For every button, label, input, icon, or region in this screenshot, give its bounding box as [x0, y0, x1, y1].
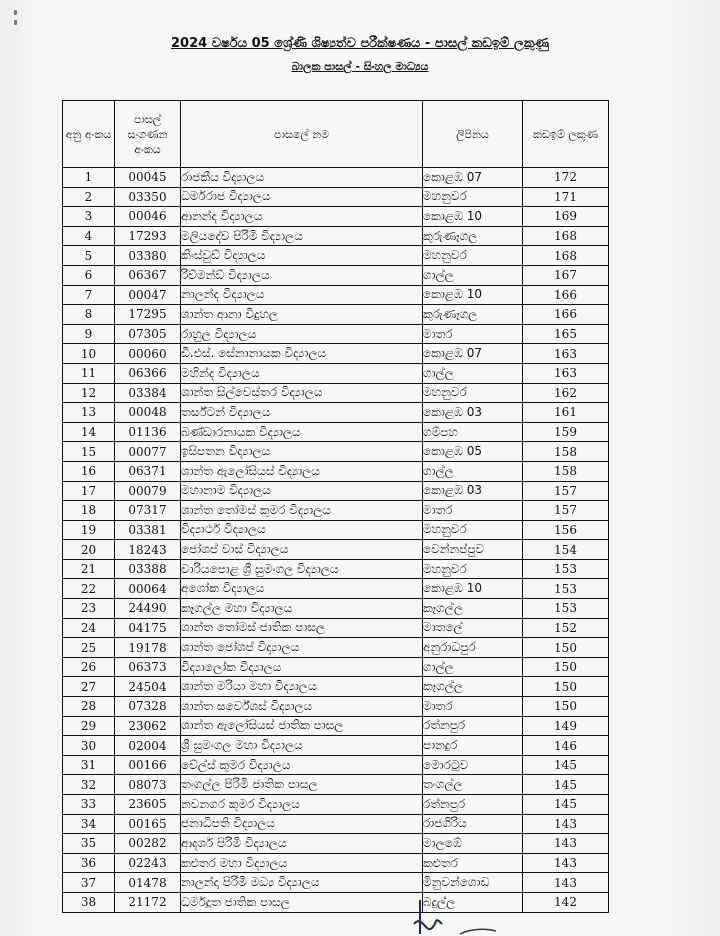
margin-mark — [458, 925, 498, 936]
school-code: 00079 — [115, 481, 181, 501]
cutoff-mark: 149 — [523, 716, 609, 736]
row-number: 14 — [63, 422, 115, 442]
row-number: 3 — [63, 207, 115, 227]
school-code: 00282 — [115, 834, 181, 854]
table-row — [63, 344, 609, 364]
school-code: 07305 — [115, 324, 181, 344]
school-code: 04175 — [115, 618, 181, 638]
column-header-no: අනු අංකය — [63, 101, 115, 168]
school-address: කොළඹ 07 — [423, 344, 523, 364]
table-row — [63, 363, 609, 383]
school-address: කළුතර — [423, 853, 523, 873]
school-name: ධර්මරාජ විද්‍යාලය — [181, 187, 423, 207]
row-number: 21 — [63, 559, 115, 579]
school-address: රාජගිරිය — [423, 814, 523, 834]
row-number: 32 — [63, 775, 115, 795]
table-row — [63, 873, 609, 893]
table-row — [63, 324, 609, 344]
school-address: වෙන්නප්පුව — [423, 540, 523, 560]
school-address: මාතර — [423, 324, 523, 344]
column-header-code: පාසල් සංගණන අංකය — [115, 101, 181, 168]
school-address: බදුල්ල — [423, 892, 523, 912]
school-name: වේල්ස් කුමර විද්‍යාලය — [181, 755, 423, 775]
school-name: මහානාම විද්‍යාලය — [181, 481, 423, 501]
table-row — [63, 285, 609, 305]
cutoff-mark: 143 — [523, 873, 609, 893]
table-row — [63, 716, 609, 736]
school-address: මහනුවර — [423, 559, 523, 579]
school-address: ගාල්ල — [423, 461, 523, 481]
cutoff-mark: 142 — [523, 892, 609, 912]
school-name: අශෝක විද්‍යාලය — [181, 579, 423, 599]
school-name: ඉසිපතන විද්‍යාලය — [181, 442, 423, 462]
school-address: කොළඹ 03 — [423, 403, 523, 423]
school-code: 23062 — [115, 716, 181, 736]
school-address: මහනුවර — [423, 383, 523, 403]
school-code: 03388 — [115, 559, 181, 579]
row-number: 5 — [63, 246, 115, 266]
table-row — [63, 501, 609, 521]
table-row — [63, 422, 609, 442]
school-name: ශාන්ත තෝමස් ජාතික පාසල — [181, 618, 423, 638]
school-name: විද්‍යාලෝක විද්‍යාලය — [181, 657, 423, 677]
table-row — [63, 226, 609, 246]
school-code: 17295 — [115, 305, 181, 325]
school-address: කොළඹ 10 — [423, 207, 523, 227]
row-number: 30 — [63, 736, 115, 756]
cutoff-mark: 158 — [523, 461, 609, 481]
cutoff-mark: 169 — [523, 207, 609, 227]
school-address: කොළඹ 05 — [423, 442, 523, 462]
cutoff-mark: 161 — [523, 403, 609, 423]
row-number: 34 — [63, 814, 115, 834]
column-header-city: ලිපිනය — [423, 101, 523, 168]
table-row — [63, 697, 609, 717]
school-name: නවනගර කුමර විද්‍යාලය — [181, 795, 423, 815]
school-code: 00064 — [115, 579, 181, 599]
school-code: 00165 — [115, 814, 181, 834]
row-number: 12 — [63, 383, 115, 403]
school-name: ජෝශප් වාස් විද්‍යාලය — [181, 540, 423, 560]
document-title: 2024 වර්ෂය 05 ශ්‍රේණි ශිෂ්‍යත්ව පරීක්ෂණය - පාසල් කඩඉම් ලකුණු — [170, 36, 549, 51]
school-address: මාතර — [423, 697, 523, 717]
cutoff-mark: 143 — [523, 853, 609, 873]
school-code: 00046 — [115, 207, 181, 227]
row-number: 35 — [63, 834, 115, 854]
table-row — [63, 540, 609, 560]
cutoff-mark: 153 — [523, 559, 609, 579]
punch-mark — [14, 20, 17, 25]
school-address: මහනුවර — [423, 246, 523, 266]
school-address: කුරුණෑගල — [423, 305, 523, 325]
table-row — [63, 795, 609, 815]
row-number: 13 — [63, 403, 115, 423]
school-code: 24504 — [115, 677, 181, 697]
table-row — [63, 834, 609, 854]
school-name: විද්‍යාර්ථ විද්‍යාලය — [181, 520, 423, 540]
table-row — [63, 305, 609, 325]
column-header-marks: කඩඉම් ලකුණ — [523, 101, 609, 168]
table-row — [63, 657, 609, 677]
school-name: බණ්ඩාරනායක විද්‍යාලය — [181, 422, 423, 442]
punch-mark — [14, 10, 17, 15]
school-code: 00045 — [115, 168, 181, 188]
cutoff-mark: 171 — [523, 187, 609, 207]
school-code: 02004 — [115, 736, 181, 756]
row-number: 22 — [63, 579, 115, 599]
school-address: මාලඹේ — [423, 834, 523, 854]
row-number: 10 — [63, 344, 115, 364]
school-code: 00047 — [115, 285, 181, 305]
table-row — [63, 246, 609, 266]
school-code: 00060 — [115, 344, 181, 364]
school-name: ශාන්ත ජෝශප් විද්‍යාලය — [181, 638, 423, 658]
cutoff-marks-table — [62, 100, 609, 913]
row-number: 18 — [63, 501, 115, 521]
school-address: කොළඹ 10 — [423, 285, 523, 305]
cutoff-mark: 150 — [523, 677, 609, 697]
cutoff-mark: 146 — [523, 736, 609, 756]
row-number: 23 — [63, 599, 115, 619]
cutoff-mark: 150 — [523, 638, 609, 658]
cutoff-mark: 153 — [523, 579, 609, 599]
school-code: 06371 — [115, 461, 181, 481]
school-address: මහනුවර — [423, 187, 523, 207]
school-code: 06366 — [115, 363, 181, 383]
column-header-name: පාසලේ නම — [181, 101, 423, 168]
table-row — [63, 736, 609, 756]
row-number: 4 — [63, 226, 115, 246]
school-name: ශාන්ත ආනා විදුහල — [181, 305, 423, 325]
row-number: 8 — [63, 305, 115, 325]
school-address: කුරුණෑගල — [423, 226, 523, 246]
school-address: පානදුර — [423, 736, 523, 756]
cutoff-mark: 152 — [523, 618, 609, 638]
school-code: 24490 — [115, 599, 181, 619]
table-row — [63, 677, 609, 697]
school-address: මහනුවර — [423, 520, 523, 540]
school-name: කෑගල්ල මහා විද්‍යාලය — [181, 599, 423, 619]
school-address: ගම්පහ — [423, 422, 523, 442]
school-name: ධර්මදූත ජාතික පාසල — [181, 892, 423, 912]
cutoff-mark: 168 — [523, 226, 609, 246]
school-code: 07328 — [115, 697, 181, 717]
cutoff-mark: 143 — [523, 814, 609, 834]
table-row — [63, 187, 609, 207]
school-code: 03384 — [115, 383, 181, 403]
school-code: 19178 — [115, 638, 181, 658]
table-row — [63, 755, 609, 775]
school-name: රිච්මන්ඩ් විද්‍යාලය — [181, 265, 423, 285]
row-number: 29 — [63, 716, 115, 736]
school-code: 08073 — [115, 775, 181, 795]
school-code: 17293 — [115, 226, 181, 246]
cutoff-mark: 154 — [523, 540, 609, 560]
cutoff-mark: 166 — [523, 285, 609, 305]
school-name: ශ්‍රී සුමංගල මහා විද්‍යාලය — [181, 736, 423, 756]
row-number: 25 — [63, 638, 115, 658]
school-code: 00166 — [115, 755, 181, 775]
school-address: කොළඹ 10 — [423, 579, 523, 599]
school-name: තංගල්ල පිරිමි ජාතික පාසල — [181, 775, 423, 795]
cutoff-mark: 158 — [523, 442, 609, 462]
school-code: 01136 — [115, 422, 181, 442]
cutoff-mark: 165 — [523, 324, 609, 344]
school-code: 07317 — [115, 501, 181, 521]
cutoff-mark: 166 — [523, 305, 609, 325]
row-number: 6 — [63, 265, 115, 285]
row-number: 7 — [63, 285, 115, 305]
cutoff-mark: 157 — [523, 481, 609, 501]
school-name: ශාන්ත සිල්වෙස්තර විද්‍යාලය — [181, 383, 423, 403]
school-code: 01478 — [115, 873, 181, 893]
table-row — [63, 168, 609, 188]
school-address: කෑගල්ල — [423, 599, 523, 619]
table-row — [63, 599, 609, 619]
school-code: 06367 — [115, 265, 181, 285]
school-name: මලියදේව පිරිමි විද්‍යාලය — [181, 226, 423, 246]
school-name: තර්ස්ටන් විද්‍යාලය — [181, 403, 423, 423]
row-number: 31 — [63, 755, 115, 775]
document-subtitle: බාලක පාසල් - සිංහල මාධ්‍යය — [291, 60, 429, 73]
school-code: 03350 — [115, 187, 181, 207]
school-address: කෑගල්ල — [423, 677, 523, 697]
school-address: ගාල්ල — [423, 265, 523, 285]
school-name: කිංස්වුඩ් විද්‍යාලය — [181, 246, 423, 266]
row-number: 16 — [63, 461, 115, 481]
school-name: ශාන්ත තෝමස් කුමර විද්‍යාලය — [181, 501, 423, 521]
school-name: කළුතර මහා විද්‍යාලය — [181, 853, 423, 873]
school-name: ශාන්ත මරියා මහා විද්‍යාලය — [181, 677, 423, 697]
row-number: 2 — [63, 187, 115, 207]
row-number: 17 — [63, 481, 115, 501]
cutoff-mark: 167 — [523, 265, 609, 285]
school-address: කොළඹ 03 — [423, 481, 523, 501]
cutoff-mark: 150 — [523, 697, 609, 717]
school-address: අනුරාධපුර — [423, 638, 523, 658]
cutoff-mark: 145 — [523, 795, 609, 815]
school-code: 02243 — [115, 853, 181, 873]
school-address: මිනුවන්ගොඩ — [423, 873, 523, 893]
row-number: 15 — [63, 442, 115, 462]
school-address: රත්නපුර — [423, 716, 523, 736]
row-number: 24 — [63, 618, 115, 638]
cutoff-mark: 143 — [523, 834, 609, 854]
row-number: 36 — [63, 853, 115, 873]
school-code: 03381 — [115, 520, 181, 540]
table-row — [63, 814, 609, 834]
table-row — [63, 618, 609, 638]
row-number: 11 — [63, 363, 115, 383]
row-number: 33 — [63, 795, 115, 815]
cutoff-mark: 157 — [523, 501, 609, 521]
row-number: 20 — [63, 540, 115, 560]
school-name: වාරියපොළ ශ්‍රී සුමංගල විද්‍යාලය — [181, 559, 423, 579]
cutoff-mark: 162 — [523, 383, 609, 403]
table-row — [63, 579, 609, 599]
cutoff-mark: 172 — [523, 168, 609, 188]
school-address: රත්නපුර — [423, 795, 523, 815]
table-row — [63, 207, 609, 227]
school-name: ඩී.එස්. සේනානායක විද්‍යාලය — [181, 344, 423, 364]
school-address: ගාල්ල — [423, 657, 523, 677]
table-row — [63, 403, 609, 423]
school-name: ශාන්ත සර්වේශස් විද්‍යාලය — [181, 697, 423, 717]
table-row — [63, 383, 609, 403]
school-code: 03380 — [115, 246, 181, 266]
row-number: 27 — [63, 677, 115, 697]
school-address: මොරටුව — [423, 755, 523, 775]
table-row — [63, 481, 609, 501]
school-address: මාතලේ — [423, 618, 523, 638]
school-code: 18243 — [115, 540, 181, 560]
cutoff-mark: 159 — [523, 422, 609, 442]
school-name: ආදර්ශ පිරිමි විද්‍යාලය — [181, 834, 423, 854]
table-row — [63, 892, 609, 912]
school-code: 00048 — [115, 403, 181, 423]
table-row — [63, 559, 609, 579]
school-code: 21172 — [115, 892, 181, 912]
table-row — [63, 442, 609, 462]
cutoff-mark: 145 — [523, 775, 609, 795]
school-name: ආනන්ද විද්‍යාලය — [181, 207, 423, 227]
cutoff-mark: 145 — [523, 755, 609, 775]
cutoff-mark: 150 — [523, 657, 609, 677]
table-row — [63, 461, 609, 481]
school-address: ගාල්ල — [423, 363, 523, 383]
cutoff-mark: 168 — [523, 246, 609, 266]
school-code: 06373 — [115, 657, 181, 677]
row-number: 19 — [63, 520, 115, 540]
school-name: ශාන්ත ඇලෝසියස් ජාතික පාසල — [181, 716, 423, 736]
table-row — [63, 265, 609, 285]
school-name: රාජකීය විද්‍යාලය — [181, 168, 423, 188]
school-name: රාහුල විද්‍යාලය — [181, 324, 423, 344]
row-number: 26 — [63, 657, 115, 677]
school-name: නාලන්දා පිරිමි මධ්‍ය විද්‍යාලය — [181, 873, 423, 893]
row-number: 38 — [63, 892, 115, 912]
row-number: 28 — [63, 697, 115, 717]
cutoff-mark: 153 — [523, 599, 609, 619]
school-name: ශාන්ත ඇලෝසියස් විද්‍යාලය — [181, 461, 423, 481]
table-row — [63, 638, 609, 658]
cutoff-mark: 156 — [523, 520, 609, 540]
school-name: නාලන්ද විද්‍යාලය — [181, 285, 423, 305]
row-number: 9 — [63, 324, 115, 344]
table-row — [63, 853, 609, 873]
table-body — [63, 168, 609, 913]
row-number: 1 — [63, 168, 115, 188]
school-address: මාතර — [423, 501, 523, 521]
table-row — [63, 520, 609, 540]
school-address: කොළඹ 07 — [423, 168, 523, 188]
row-number: 37 — [63, 873, 115, 893]
school-code: 23605 — [115, 795, 181, 815]
school-address: තංගල්ල — [423, 775, 523, 795]
school-name: ජනාධිපති විද්‍යාලය — [181, 814, 423, 834]
school-name: මහින්ද විද්‍යාලය — [181, 363, 423, 383]
cutoff-mark: 163 — [523, 344, 609, 364]
table-header-row — [63, 101, 609, 168]
cutoff-mark: 163 — [523, 363, 609, 383]
school-code: 00077 — [115, 442, 181, 462]
table-row — [63, 775, 609, 795]
